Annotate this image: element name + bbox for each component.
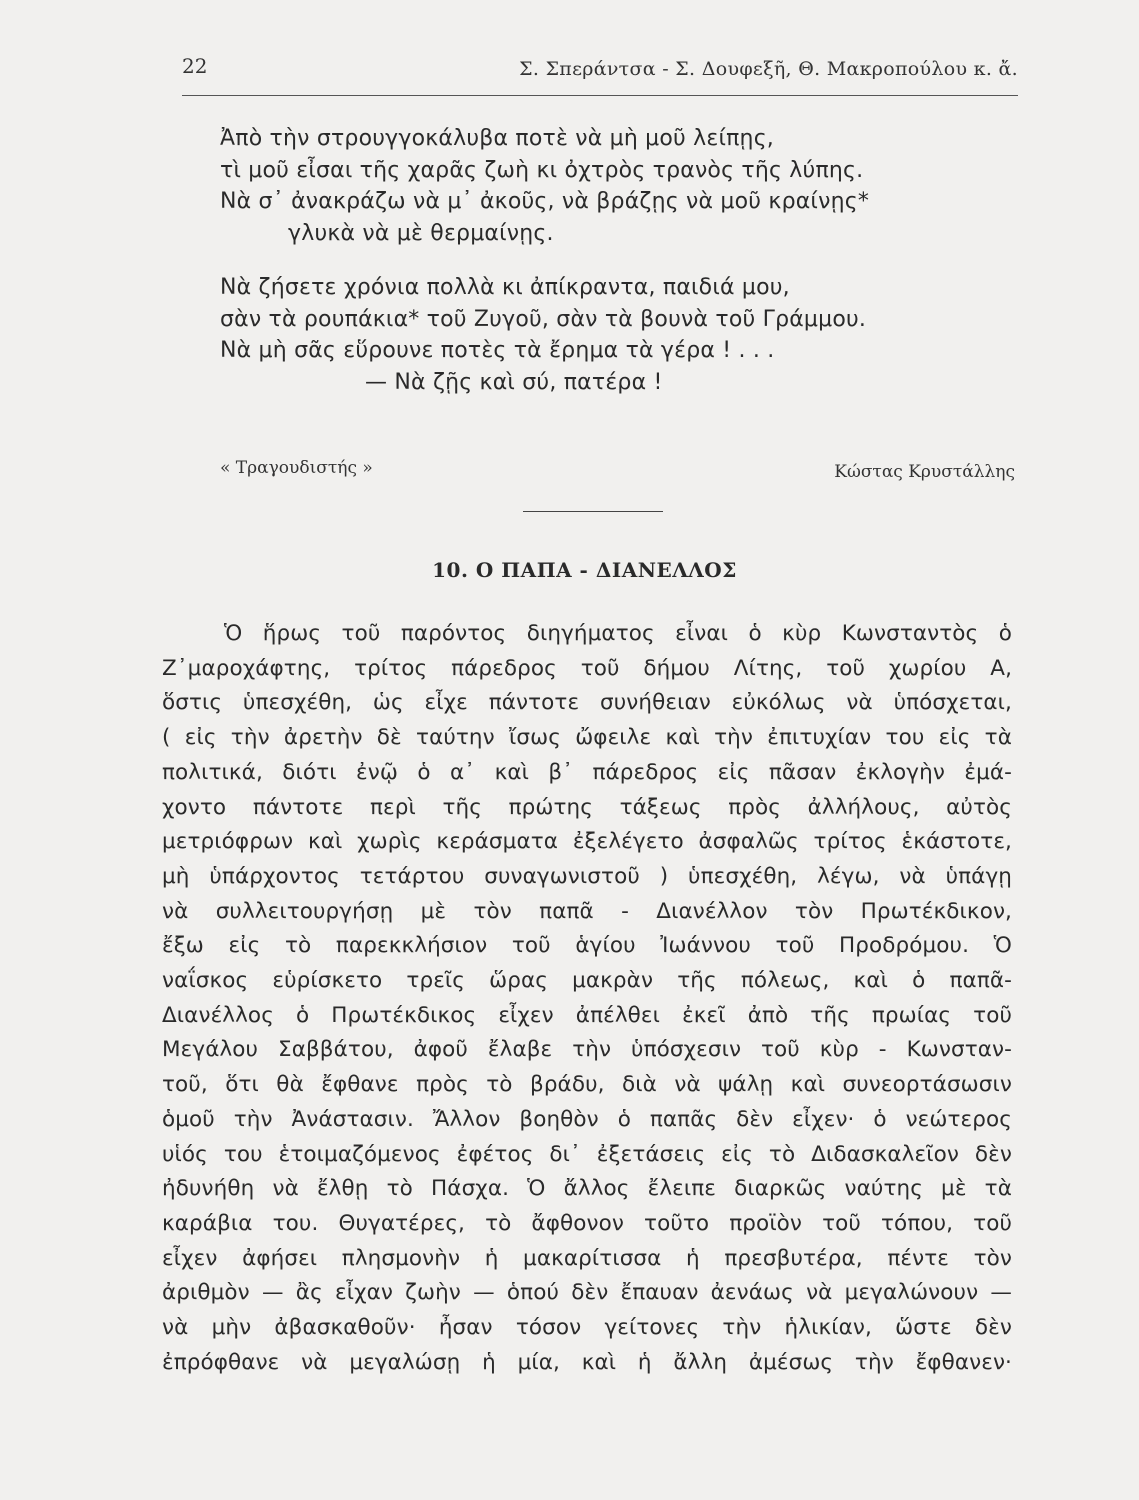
text-line: Ζ᾽μαροχάφτης, τρίτος πάρεδρος τοῦ δήμου Λίτης, τοῦ χωρίου Α, <box>162 655 1012 681</box>
poem-line: γλυκὰ νὰ μὲ θερμαίνῃς. <box>288 220 554 246</box>
poem-line: Ἀπὸ τὴν στρουγγοκάλυβα ποτὲ νὰ μὴ μοῦ λείπῃς, <box>220 126 774 151</box>
text-line: καράβια του. Θυγατέρες, τὸ ἄφθονον τοῦτο προϊὸν τοῦ τόπου, τοῦ <box>162 1210 1012 1236</box>
section-divider <box>523 511 663 512</box>
page-header <box>182 54 1018 94</box>
poem-source: « Τραγουδιστής » <box>220 458 373 478</box>
poem <box>220 123 1020 421</box>
text-line: ὁμοῦ τὴν Ἀνάστασιν. Ἄλλον βοηθὸν ὁ παπᾶς δὲν εἶχεν· ὁ νεώτερος <box>162 1106 1012 1132</box>
poem-line: Νὰ ζήσετε χρόνια πολλὰ κι ἀπίκραντα, παιδιά μου, <box>220 275 790 300</box>
poem-stanza-2 <box>220 272 1020 398</box>
text-line: ἐπρόφθανε νὰ μεγαλώσῃ ἡ μία, καὶ ἡ ἄλλη ἀμέσως τὴν ἔφθανεν· <box>162 1349 1012 1375</box>
text-line: ὅστις ὑπεσχέθη, ὡς εἶχε πάντοτε συνήθειαν εὐκόλως νὰ ὑπόσχεται, <box>162 690 1012 716</box>
text-line: εἶχεν ἀφήσει πλησμονὴν ἡ μακαρίτισσα ἡ πρεσβυτέρα, πέντε τὸν <box>162 1245 1012 1271</box>
poem-author: Κώστας Κρυστάλλης <box>834 462 1015 482</box>
text-line: ( εἰς τὴν ἀρετὴν δὲ ταύτην ἴσως ὤφειλε καὶ τὴν ἐπιτυχίαν του εἰς τὰ <box>162 725 1012 751</box>
text-line: Μεγάλου Σαββάτου, ἀφοῦ ἔλαβε τὴν ὑπόσχεσιν τοῦ κὺρ - Κωνσταν- <box>162 1037 1012 1063</box>
header-rule <box>182 95 1018 96</box>
poem-line: Νὰ σ᾽ ἀνακράζω νὰ μ᾽ ἀκοῦς, νὰ βράζῃς νὰ μοῦ κραίνῃς* <box>220 189 870 214</box>
section-title: 10. Ο ΠΑΠΑ - ΔΙΑΝΕΛΛΟΣ <box>432 558 737 582</box>
poem-line: Νὰ μὴ σᾶς εὕρουνε ποτὲς τὰ ἔρημα τὰ γέρα ! . . . <box>220 338 775 363</box>
page-number: 22 <box>182 54 208 78</box>
running-head: Σ. Σπεράντσα - Σ. Δουφεξῆ, Θ. Μακροπούλου κ. ἄ. <box>519 58 1018 80</box>
poem-attribution <box>220 458 1015 488</box>
text-line: Διανέλλος ὁ Πρωτέκδικος εἶχεν ἀπέλθει ἐκεῖ ἀπὸ τῆς πρωίας τοῦ <box>162 1002 1012 1028</box>
text-line: πολιτικά, διότι ἐνῷ ὁ α᾽ καὶ β᾽ πάρεδρος εἰς πᾶσαν ἐκλογὴν ἐμά- <box>162 759 1012 785</box>
text-line: ἀριθμὸν — ἂς εἶχαν ζωὴν — ὁπού δὲν ἔπαυαν ἀενάως νὰ μεγαλώνουν — <box>162 1280 1012 1306</box>
poem-line: — Νὰ ζῇς καὶ σύ, πατέρα ! <box>365 369 663 395</box>
text-line: ναΐσκος εὑρίσκετο τρεῖς ὥρας μακρὰν τῆς πόλεως, καὶ ὁ παπᾶ- <box>162 968 1012 994</box>
story-text <box>162 617 1012 1380</box>
text-line: νὰ συλλειτουργήσῃ μὲ τὸν παπᾶ - Διανέλλον τὸν Πρωτέκδικον, <box>162 898 1012 924</box>
text-line: μετριόφρων καὶ χωρὶς κεράσματα ἐξελέγετο ἀσφαλῶς τρίτος ἑκάστοτε, <box>162 829 1012 855</box>
poem-line: τὶ μοῦ εἶσαι τῆς χαρᾶς ζωὴ κι ὀχτρὸς τρανὸς τῆς λύπης. <box>220 157 864 183</box>
text-line: μὴ ὑπάρχοντος τετάρτου συναγωνιστοῦ ) ὑπεσχέθη, λέγω, νὰ ὑπάγῃ <box>162 863 1012 889</box>
text-line: Ὁ ἥρως τοῦ παρόντος διηγήματος εἶναι ὁ κὺρ Κωνσταντὸς ὁ <box>224 621 1012 646</box>
text-line: ἠδυνήθη νὰ ἔλθῃ τὸ Πάσχα. Ὁ ἄλλος ἔλειπε διαρκῶς ναύτης μὲ τὰ <box>162 1176 1012 1202</box>
poem-line: σὰν τὰ ρουπάκια* τοῦ Ζυγοῦ, σὰν τὰ βουνὰ τοῦ Γράμμου. <box>220 306 867 332</box>
text-line: ἔξω εἰς τὸ παρεκκλήσιον τοῦ ἁγίου Ἰωάννου τοῦ Προδρόμου. Ὁ <box>162 933 1012 959</box>
text-line: χοντο πάντοτε περὶ τῆς πρώτης τάξεως πρὸς ἀλλήλους, αὐτὸς <box>162 794 1012 820</box>
text-line: νὰ μὴν ἀβασκαθοῦν· ἦσαν τόσον γείτονες τὴν ἡλικίαν, ὥστε δὲν <box>162 1315 1012 1341</box>
text-line: υἱός του ἑτοιμαζόμενος ἐφέτος δι᾽ ἐξετάσεις εἰς τὸ Διδασκαλεῖον δὲν <box>162 1141 1012 1167</box>
text-line: τοῦ, ὅτι θὰ ἔφθανε πρὸς τὸ βράδυ, διὰ νὰ ψάλῃ καὶ συνεορτάσωσιν <box>162 1072 1012 1098</box>
poem-stanza-1 <box>220 123 1020 249</box>
